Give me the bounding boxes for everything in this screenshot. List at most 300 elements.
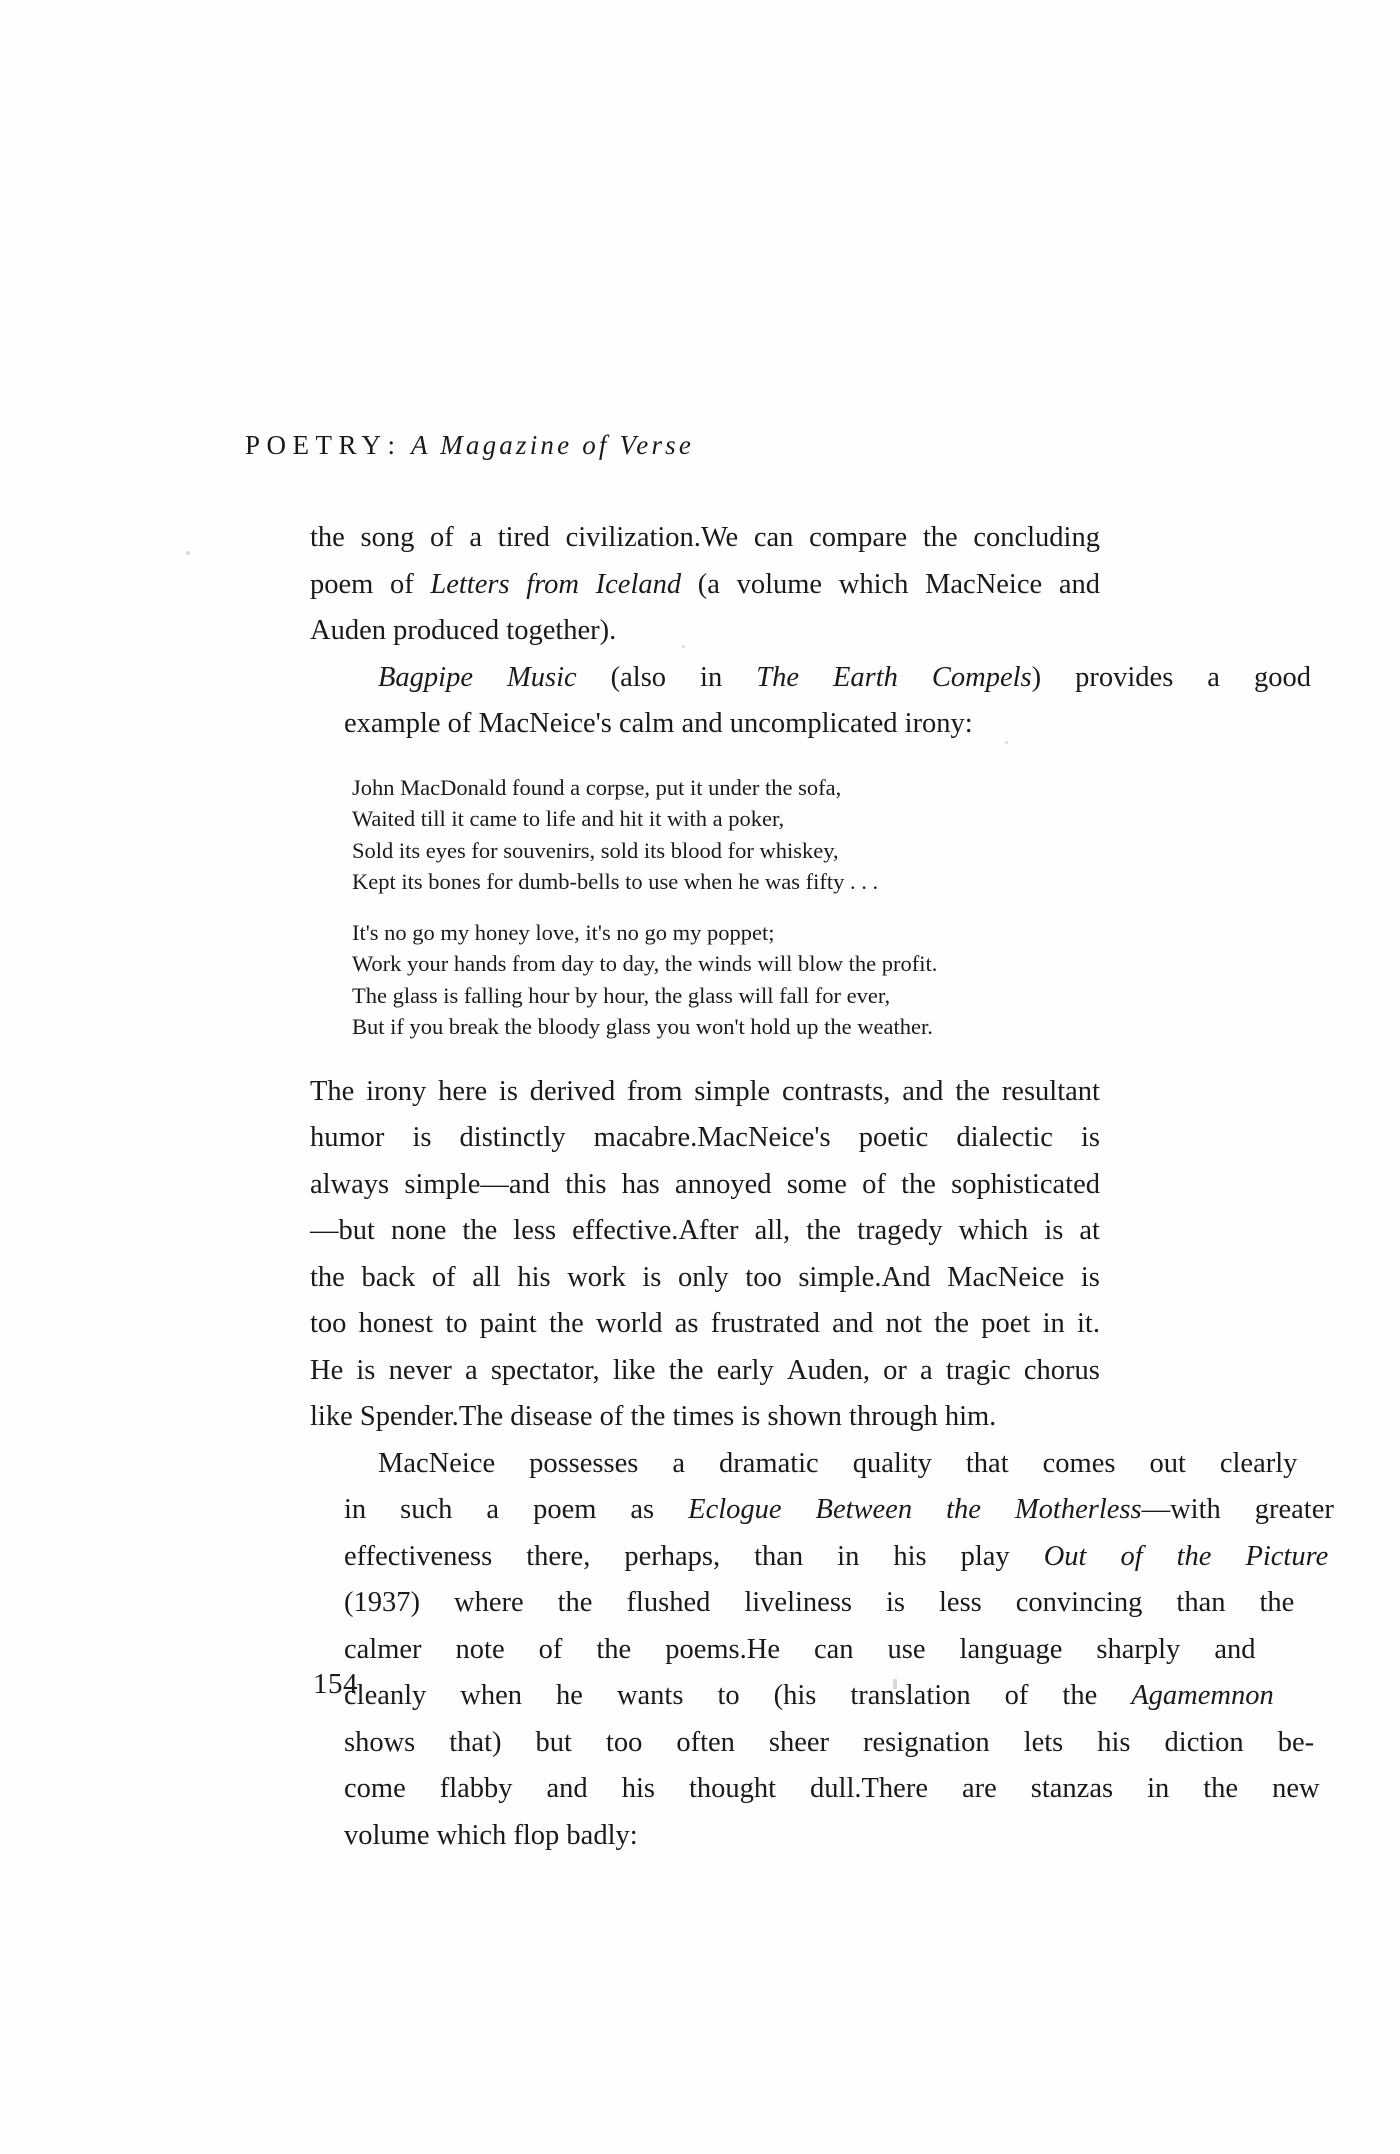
- text-word: [959, 1208, 1029, 1255]
- text-word: [594, 1115, 831, 1162]
- text-run: none: [390, 1215, 447, 1246]
- text-line: [310, 562, 1100, 609]
- text-word: [505, 1627, 563, 1674]
- text-word: [567, 1255, 626, 1302]
- text-word: [883, 1348, 907, 1395]
- text-run: MacNeice: [947, 1261, 1065, 1293]
- text-word: [857, 1208, 942, 1255]
- text-word: [973, 515, 1100, 562]
- text-run: the: [557, 1587, 593, 1618]
- text-run: the: [922, 522, 958, 553]
- text-word: [799, 655, 898, 702]
- italic-run: Iceland: [595, 568, 682, 600]
- text-word: [927, 1534, 1010, 1581]
- text-line: [310, 608, 1100, 655]
- text-word: [438, 1069, 487, 1116]
- text-word: [862, 1162, 886, 1209]
- text-run: the: [310, 522, 345, 553]
- text-word: [912, 1487, 981, 1534]
- text-run: paint: [479, 1308, 537, 1339]
- text-word: [1041, 655, 1173, 702]
- text-word: [956, 1115, 1053, 1162]
- text-run: his: [517, 1261, 551, 1293]
- text-word: [1059, 562, 1100, 609]
- text-word: [310, 1627, 422, 1674]
- text-word: [310, 1208, 375, 1255]
- text-word: [430, 515, 454, 562]
- text-word: [406, 1766, 513, 1813]
- text-run: song: [360, 522, 415, 553]
- text-word: [577, 655, 666, 702]
- text-word: [806, 1208, 841, 1255]
- text-run: can: [813, 1633, 854, 1665]
- text-word: [720, 1534, 803, 1581]
- text-word: [655, 1766, 776, 1813]
- text-run: as: [630, 1494, 655, 1525]
- text-run: poetic: [858, 1122, 929, 1153]
- text-run: of: [538, 1633, 563, 1665]
- text-flow: [310, 515, 1334, 1859]
- text-run: MacNeice's: [697, 1122, 831, 1153]
- text-word: [1063, 1720, 1130, 1767]
- text-word: [1211, 1534, 1328, 1581]
- text-word: [631, 1627, 780, 1674]
- text-word: [404, 1162, 550, 1209]
- text-word: [819, 1441, 932, 1488]
- running-head-colon: :: [387, 430, 396, 460]
- text-run: We: [700, 522, 739, 553]
- italic-run: Music: [506, 661, 577, 693]
- text-run: new: [1272, 1773, 1320, 1804]
- text-run: come: [344, 1773, 406, 1804]
- text-run: thought: [688, 1773, 777, 1804]
- text-run: translation: [850, 1680, 971, 1711]
- text-word: [803, 1534, 859, 1581]
- text-run: is: [1080, 1261, 1100, 1293]
- text-word: [1142, 1580, 1225, 1627]
- text-run: is: [1044, 1215, 1064, 1246]
- text-word: [1238, 1766, 1319, 1813]
- text-run: clearly: [1219, 1447, 1298, 1479]
- text-run: comes: [1042, 1447, 1116, 1479]
- text-run: poem: [310, 568, 374, 600]
- text-run: —with: [1141, 1494, 1221, 1525]
- text-word: [1220, 655, 1311, 702]
- text-word: [1081, 1255, 1100, 1302]
- text-word: [638, 1441, 685, 1488]
- text-word: [420, 1580, 524, 1627]
- italic-run: Between: [815, 1494, 913, 1525]
- text-run: the: [548, 1308, 584, 1339]
- vertical-space: [310, 898, 1100, 917]
- italic-run: The: [756, 661, 799, 693]
- text-run: but: [535, 1726, 572, 1758]
- text-line: [310, 1441, 1298, 1488]
- text-run: never: [388, 1354, 452, 1386]
- text-run: volume: [736, 568, 823, 600]
- text-word: [426, 1673, 522, 1720]
- text-run: a: [465, 1354, 478, 1386]
- text-run: all,: [754, 1215, 791, 1246]
- text-word: [592, 1580, 710, 1627]
- text-word: [526, 562, 579, 609]
- text-run: be-: [1277, 1726, 1315, 1758]
- text-run: the: [901, 1168, 936, 1200]
- text-run: wants: [616, 1680, 684, 1711]
- italic-run: Eclogue: [688, 1494, 782, 1525]
- text-word: [344, 655, 473, 702]
- text-run: in: [837, 1540, 860, 1572]
- text-run: compare: [809, 522, 908, 553]
- verse-john-macdonald: [310, 772, 1100, 898]
- text-run: a: [469, 522, 483, 553]
- text-line: [310, 1720, 1315, 1767]
- text-run: flushed: [626, 1587, 711, 1618]
- text-word: [596, 1301, 663, 1348]
- text-word: [310, 1348, 343, 1395]
- text-run: lets: [1023, 1726, 1064, 1758]
- text-run: example of MacNeice's calm and uncomplicated irony:: [344, 708, 973, 739]
- text-run: MacNeice: [925, 568, 1043, 600]
- text-run: is: [356, 1354, 376, 1386]
- text-word: [472, 1255, 501, 1302]
- page-number: 154: [313, 1668, 358, 1700]
- text-run: is: [642, 1261, 662, 1293]
- text-run: there,: [526, 1540, 591, 1572]
- text-run: flabby: [439, 1773, 513, 1804]
- text-run: contrasts,: [782, 1075, 891, 1107]
- text-word: [798, 1255, 930, 1302]
- text-run: and: [902, 1075, 944, 1107]
- text-word: [460, 1115, 566, 1162]
- text-word: [1044, 1208, 1063, 1255]
- text-word: [366, 1487, 452, 1534]
- text-word: [572, 1720, 642, 1767]
- text-word: [310, 1115, 384, 1162]
- running-head-title: POETRY: [245, 430, 388, 460]
- italic-run: Letters: [430, 568, 510, 600]
- text-run: (also: [610, 661, 667, 693]
- text-run: are: [961, 1773, 997, 1804]
- text-word: [359, 1301, 433, 1348]
- para-bagpipe-music: [310, 655, 1311, 748]
- text-line: [310, 1487, 1334, 1534]
- text-run: language: [959, 1633, 1063, 1665]
- text-word: [524, 1580, 593, 1627]
- italic-run: of: [1120, 1540, 1143, 1572]
- text-word: [934, 1301, 969, 1348]
- text-run: sheer: [768, 1726, 830, 1758]
- text-word: [787, 1162, 847, 1209]
- text-word: [513, 1208, 556, 1255]
- text-run: dialectic: [956, 1122, 1053, 1153]
- text-run: And: [881, 1261, 931, 1293]
- text-line: [310, 1301, 1100, 1348]
- text-word: [310, 562, 373, 609]
- text-word: [1221, 1487, 1334, 1534]
- text-word: [627, 1069, 682, 1116]
- running-head-subtitle: A Magazine of Verse: [411, 430, 695, 460]
- text-word: [898, 655, 1041, 702]
- italic-run: from: [526, 568, 580, 600]
- text-word: [596, 562, 681, 609]
- text-word: [997, 1766, 1113, 1813]
- text-run: his: [1097, 1726, 1131, 1758]
- text-word: [499, 1069, 518, 1116]
- text-word: [1131, 1720, 1244, 1767]
- para-tired-civilization: [310, 515, 1100, 655]
- verse-line: The glass is falling hour by hour, the glass will fall for ever,: [352, 982, 891, 1008]
- text-run: resignation: [863, 1726, 990, 1758]
- text-run: annoyed: [674, 1168, 772, 1200]
- text-run: distinctly: [459, 1122, 566, 1153]
- text-word: [947, 1255, 1064, 1302]
- text-run: derived: [529, 1075, 616, 1107]
- text-run: concluding: [973, 522, 1100, 553]
- text-run: He: [310, 1354, 344, 1386]
- text-run: his: [621, 1773, 655, 1804]
- scan-speck: [186, 551, 190, 555]
- text-run: of: [429, 522, 454, 553]
- text-word: [1113, 1766, 1169, 1813]
- text-run: only: [678, 1261, 729, 1293]
- text-run: to: [445, 1308, 468, 1339]
- text-run: (his: [773, 1680, 817, 1711]
- text-run: than: [1176, 1587, 1226, 1618]
- text-run: quality: [852, 1447, 932, 1479]
- text-run: is: [1080, 1122, 1100, 1153]
- text-run: of: [389, 568, 414, 600]
- text-run: and: [546, 1773, 588, 1804]
- text-run: the: [806, 1215, 842, 1246]
- text-word: [361, 1255, 415, 1302]
- text-word: [344, 1441, 495, 1488]
- italic-run: Agamemnon: [1131, 1680, 1274, 1711]
- text-run: too: [745, 1261, 782, 1293]
- text-run: here: [438, 1075, 488, 1107]
- text-line: [310, 1348, 1100, 1395]
- text-run: is: [412, 1122, 432, 1153]
- text-word: [492, 1534, 590, 1581]
- text-word: [491, 1348, 600, 1395]
- text-run: a: [486, 1494, 500, 1525]
- text-word: [852, 1580, 905, 1627]
- text-run: some: [786, 1168, 847, 1200]
- text-run: tired: [497, 522, 550, 553]
- text-word: [1062, 1627, 1180, 1674]
- text-run: provides: [1075, 661, 1174, 693]
- text-word: [445, 1301, 467, 1348]
- text-run: the: [955, 1075, 991, 1107]
- text-run: and: [1214, 1633, 1256, 1665]
- running-head: [245, 432, 694, 459]
- text-run: from: [627, 1075, 683, 1107]
- text-run: than: [754, 1540, 804, 1572]
- text-run: a: [672, 1447, 686, 1479]
- text-run: liveliness: [744, 1587, 852, 1618]
- text-run: and: [1058, 568, 1100, 600]
- text-run: in: [344, 1494, 367, 1525]
- text-run: the: [310, 1261, 345, 1293]
- text-word: [685, 1441, 819, 1488]
- text-run: honest: [358, 1308, 434, 1339]
- text-run: such: [400, 1494, 453, 1525]
- text-word: [480, 1301, 537, 1348]
- text-line: [310, 1673, 1274, 1720]
- text-word: [859, 1115, 929, 1162]
- text-word: [310, 1255, 345, 1302]
- italic-run: the: [946, 1494, 981, 1525]
- text-word: [654, 1487, 781, 1534]
- text-run: as: [674, 1308, 699, 1339]
- text-run: dramatic: [719, 1447, 819, 1479]
- text-word: [622, 1162, 660, 1209]
- text-word: [473, 655, 577, 702]
- text-word: [412, 1115, 431, 1162]
- text-line: [310, 1766, 1320, 1813]
- text-word: [1081, 1115, 1100, 1162]
- text-word: [1079, 1208, 1100, 1255]
- text-word: [452, 1487, 499, 1534]
- text-run: he: [556, 1680, 583, 1711]
- text-run: After: [678, 1215, 739, 1246]
- text-run: back: [361, 1261, 416, 1293]
- text-run: greater: [1254, 1494, 1334, 1525]
- text-word: [415, 1720, 501, 1767]
- text-run: the: [462, 1215, 498, 1246]
- text-run: tragic: [945, 1354, 1011, 1386]
- italic-run: Motherless: [1014, 1494, 1142, 1525]
- text-word: [469, 515, 482, 562]
- text-word: [522, 1673, 583, 1720]
- italic-run: Out: [1043, 1540, 1087, 1572]
- text-run: that: [965, 1447, 1009, 1479]
- text-run: volume which flop badly:: [344, 1819, 638, 1851]
- text-word: [391, 1208, 446, 1255]
- text-word: [787, 1348, 870, 1395]
- text-word: [776, 1766, 928, 1813]
- text-run: the: [934, 1308, 970, 1339]
- text-run: all: [472, 1261, 501, 1293]
- text-word: [596, 1487, 654, 1534]
- text-run: stanzas: [1030, 1773, 1114, 1804]
- text-word: [923, 515, 958, 562]
- text-run: less: [513, 1215, 557, 1246]
- text-run: of: [1004, 1680, 1029, 1711]
- text-run: in: [1147, 1773, 1170, 1804]
- text-word: [951, 1162, 1100, 1209]
- text-run: The: [310, 1075, 355, 1107]
- verse-line: John MacDonald found a corpse, put it under the sofa,: [352, 774, 842, 800]
- text-word: [782, 1487, 913, 1534]
- text-run: play: [960, 1540, 1010, 1572]
- text-run: the: [1259, 1587, 1295, 1618]
- text-word: [722, 655, 799, 702]
- text-word: [310, 1766, 406, 1813]
- text-line: [310, 701, 1100, 748]
- text-word: [675, 1301, 699, 1348]
- text-run: at: [1079, 1215, 1100, 1246]
- italic-run: Compels: [931, 661, 1032, 693]
- text-word: [920, 1348, 933, 1395]
- text-run: too: [605, 1726, 643, 1758]
- text-line: [310, 515, 1100, 562]
- text-word: [462, 1208, 497, 1255]
- text-word: [782, 1069, 890, 1116]
- text-run: this: [565, 1168, 607, 1200]
- italic-run: Earth: [832, 661, 898, 693]
- text-word: [926, 1627, 1063, 1674]
- text-word: [549, 1301, 584, 1348]
- text-run: (1937): [344, 1587, 420, 1618]
- text-word: [902, 1069, 943, 1116]
- text-word: [1043, 1301, 1065, 1348]
- text-run: of: [862, 1168, 886, 1200]
- text-word: [745, 1255, 781, 1302]
- text-word: [465, 1348, 478, 1395]
- text-run: humor: [310, 1122, 385, 1153]
- verse-its-no-go: [310, 917, 1100, 1043]
- text-word: [422, 1627, 505, 1674]
- text-run: irony: [366, 1075, 427, 1107]
- text-word: [613, 1348, 656, 1395]
- text-run: to: [717, 1680, 740, 1711]
- text-word: [495, 1441, 638, 1488]
- text-word: [366, 1069, 426, 1116]
- text-word: [310, 1162, 389, 1209]
- text-line: [310, 1813, 1100, 1860]
- text-run: a: [1207, 661, 1220, 693]
- text-word: [809, 515, 907, 562]
- vertical-space: [310, 1043, 1100, 1069]
- text-run: frustrated: [710, 1308, 820, 1339]
- text-column: [310, 515, 1334, 1859]
- text-word: [832, 1301, 873, 1348]
- text-word: [982, 1580, 1143, 1627]
- verse-line: It's no go my honey love, it's no go my poppet;: [352, 919, 775, 945]
- text-line: [310, 1069, 1100, 1116]
- text-run: the: [1062, 1680, 1098, 1711]
- text-line: [310, 1162, 1100, 1209]
- text-word: [1115, 1441, 1185, 1488]
- text-word: [683, 1673, 739, 1720]
- text-word: [1169, 1766, 1238, 1813]
- text-run: when: [460, 1680, 523, 1711]
- text-run: not: [885, 1308, 922, 1339]
- text-word: [1077, 1301, 1100, 1348]
- text-word: [432, 1255, 456, 1302]
- text-word: [698, 562, 720, 609]
- text-run: effective.: [572, 1215, 679, 1246]
- text-line: [310, 1580, 1295, 1627]
- text-run: civilization.: [565, 522, 701, 553]
- text-word: [502, 1720, 572, 1767]
- text-run: the: [1203, 1773, 1239, 1804]
- text-word: [642, 1720, 735, 1767]
- text-run: that): [449, 1726, 502, 1758]
- text-run: shows: [344, 1726, 416, 1758]
- text-word: [839, 562, 909, 609]
- text-run: Auden,: [786, 1354, 870, 1386]
- text-word: [310, 515, 345, 562]
- text-run: sophisticated: [951, 1168, 1100, 1200]
- text-run: diction: [1164, 1726, 1244, 1758]
- text-word: [517, 1255, 550, 1302]
- text-run: out: [1149, 1447, 1186, 1479]
- text-run: a: [920, 1354, 933, 1386]
- text-run: in: [1042, 1308, 1065, 1339]
- text-word: [310, 1301, 346, 1348]
